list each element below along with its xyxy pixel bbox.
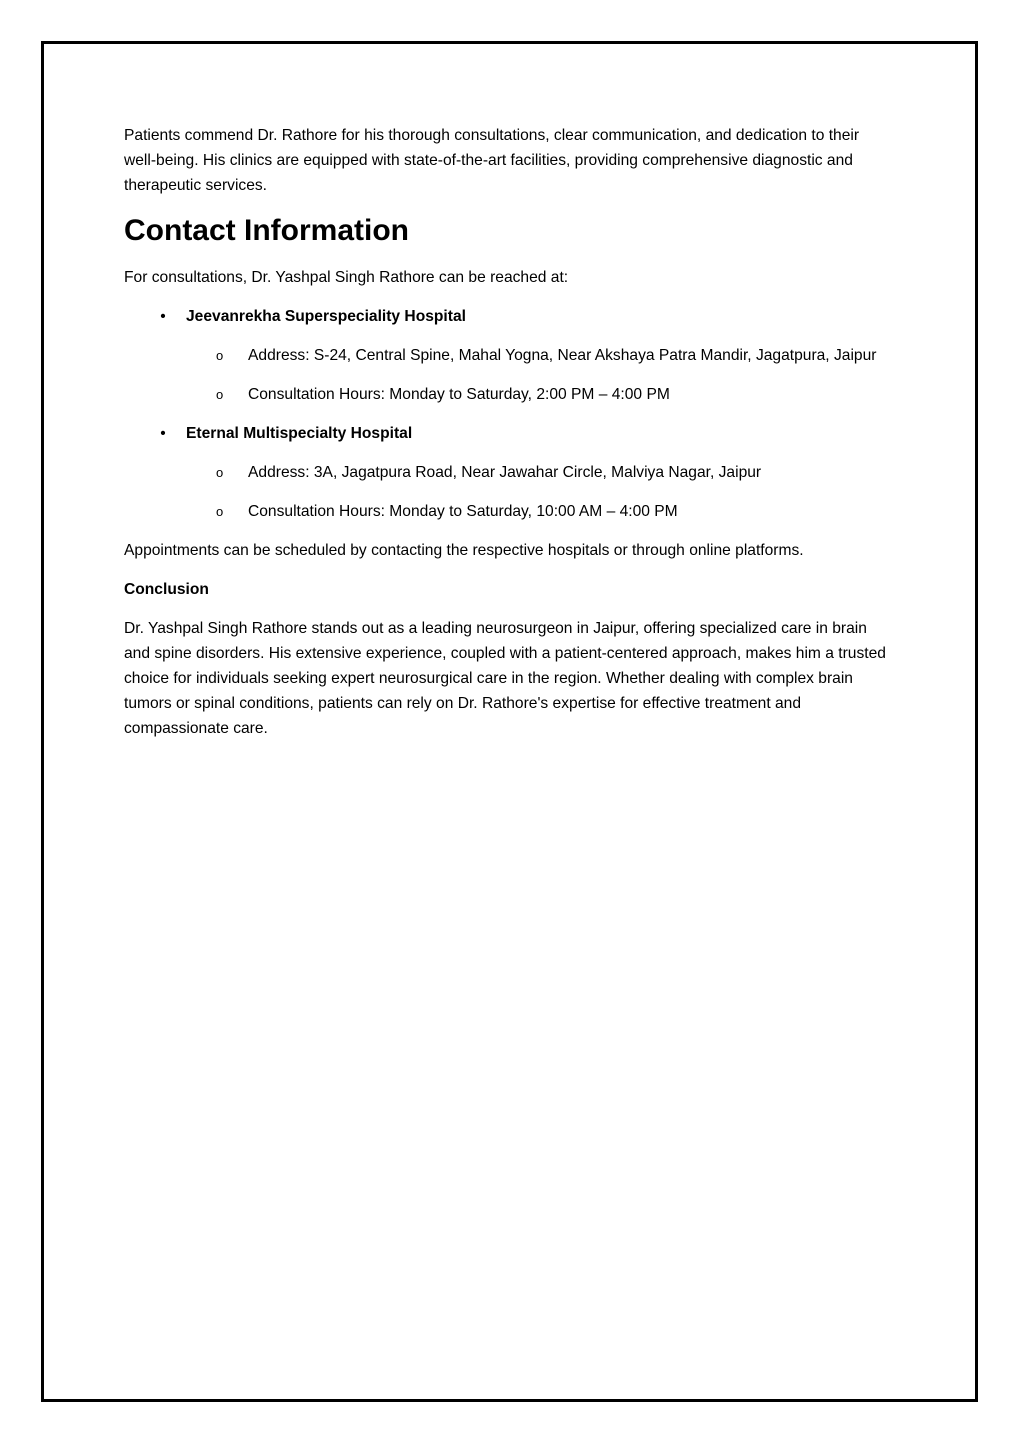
conclusion-paragraph: Dr. Yashpal Singh Rathore stands out as a leading neurosurgeon in Jaipur, offering specialized care in brain and spine disorders. His extensive experience, coupled with a patient-centered approach, makes him a trusted choice for individuals seeking expert neurosurgical care in the region. Whether dealing with complex brain tumors or spinal conditions, patients can rely on Dr. Rathore's expertise for effective treatment and compassionate care. <box>124 620 886 737</box>
hospital-details <box>186 343 894 407</box>
hospital-address <box>186 343 894 368</box>
bullet-icon: • <box>160 425 166 442</box>
address-text: Address: S-24, Central Spine, Mahal Yogna, Near Akshaya Patra Mandir, Jagatpura, Jaipur <box>248 347 877 364</box>
hospital-name: Eternal Multispecialty Hospital <box>186 425 413 442</box>
hospital-name: Jeevanrekha Superspeciality Hospital <box>186 308 466 325</box>
hours-text: Consultation Hours: Monday to Saturday, 2:00 PM – 4:00 PM <box>248 386 670 403</box>
hospital-item-jeevanrekha <box>124 304 894 407</box>
hospital-hours <box>186 499 894 524</box>
bullet-icon: • <box>160 308 166 325</box>
hospital-list <box>124 304 894 524</box>
hospital-address <box>186 460 894 485</box>
hospital-details <box>186 460 894 524</box>
intro-paragraph: Patients commend Dr. Rathore for his thorough consultations, clear communication, and dedication to their well-being. His clinics are equipped with state-of-the-art facilities, providing comprehensive diagnostic and therapeutic services. <box>124 127 860 194</box>
conclusion-heading: Conclusion <box>124 581 209 598</box>
appointments-paragraph: Appointments can be scheduled by contacting the respective hospitals or through online platforms. <box>124 542 804 559</box>
contact-lead-paragraph: For consultations, Dr. Yashpal Singh Rathore can be reached at: <box>124 269 569 286</box>
address-text: Address: 3A, Jagatpura Road, Near Jawahar Circle, Malviya Nagar, Jaipur <box>248 464 762 481</box>
hospital-item-eternal <box>124 421 894 524</box>
sub-bullet-icon: o <box>216 348 224 363</box>
contact-information-heading: Contact Information <box>124 214 409 247</box>
document-body <box>124 123 894 741</box>
hospital-hours <box>186 382 894 407</box>
sub-bullet-icon: o <box>216 465 224 480</box>
sub-bullet-icon: o <box>216 387 224 402</box>
hours-text: Consultation Hours: Monday to Saturday, 10:00 AM – 4:00 PM <box>248 503 678 520</box>
sub-bullet-icon: o <box>216 504 224 519</box>
